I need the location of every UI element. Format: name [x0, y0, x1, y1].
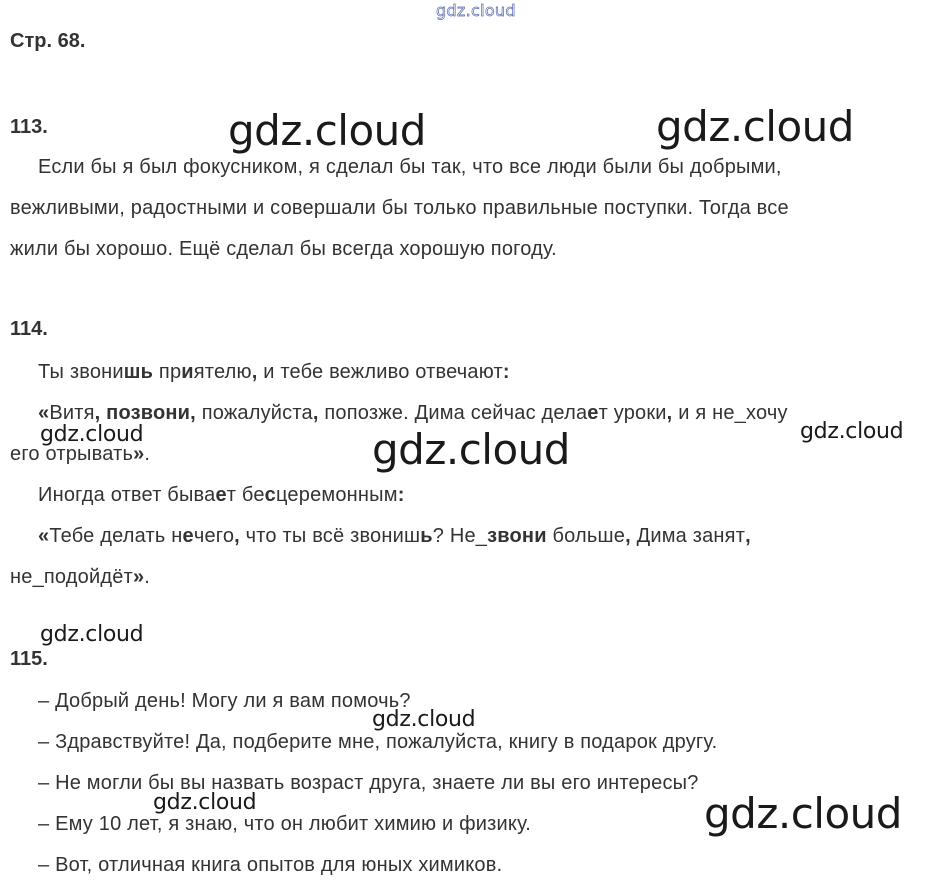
ex115-line-4: – Ему 10 лет, я знаю, что он любит химию и физику.	[38, 813, 532, 835]
header-watermark: gdz.cloud	[436, 1, 516, 20]
ex115-line-1: – Добрый день! Могу ли я вам помочь?	[38, 690, 411, 712]
exercise-115-number: 115.	[10, 648, 48, 670]
ex114-intro: Ты звонишь приятелю, и тебе вежливо отвечают:	[38, 361, 510, 383]
exercise-114-number: 114.	[10, 318, 48, 340]
ex113-line-1: Если бы я был фокусником, я сделал бы так, что все люди были бы добрыми,	[38, 156, 782, 178]
exercise-113-number: 113.	[10, 116, 48, 138]
ex113-line-2: вежливыми, радостными и совершали бы только правильные поступки. Тогда все	[10, 197, 789, 219]
ex115-line-5: – Вот, отличная книга опытов для юных химиков.	[38, 854, 503, 876]
watermark-small: gdz.cloud	[40, 422, 144, 447]
watermark-small: gdz.cloud	[153, 790, 257, 815]
ex114-quote-2-cont: не_подойдёт».	[10, 566, 151, 588]
watermark-large: gdz.cloud	[656, 102, 854, 151]
watermark-large: gdz.cloud	[228, 106, 426, 155]
watermark-large: gdz.cloud	[372, 425, 570, 474]
ex114-quote-2: «Тебе делать нечего, что ты всё звонишь? Не_звони больше, Дима занят,	[38, 525, 751, 547]
watermark-large: gdz.cloud	[704, 789, 902, 838]
ex114-quote-1: «Витя, позвони, пожалуйста, попозже. Дима сейчас делает уроки, и я не_хочу	[38, 402, 788, 424]
ex114-quote-1-cont: его отрывать».	[10, 443, 151, 465]
ex115-line-3: – Не могли бы вы назвать возраст друга, знаете ли вы его интересы?	[38, 772, 699, 794]
watermark-small: gdz.cloud	[800, 419, 904, 444]
page-reference: Стр. 68.	[10, 30, 86, 52]
watermark-small: gdz.cloud	[40, 622, 144, 647]
ex115-line-2: – Здравствуйте! Да, подберите мне, пожалуйста, книгу в подарок другу.	[38, 731, 718, 753]
watermark-small: gdz.cloud	[372, 707, 476, 732]
ex113-line-3: жили бы хорошо. Ещё сделал бы всегда хорошую погоду.	[10, 238, 557, 260]
ex114-intro-2: Иногда ответ бывает бесцеремонным:	[38, 484, 405, 506]
